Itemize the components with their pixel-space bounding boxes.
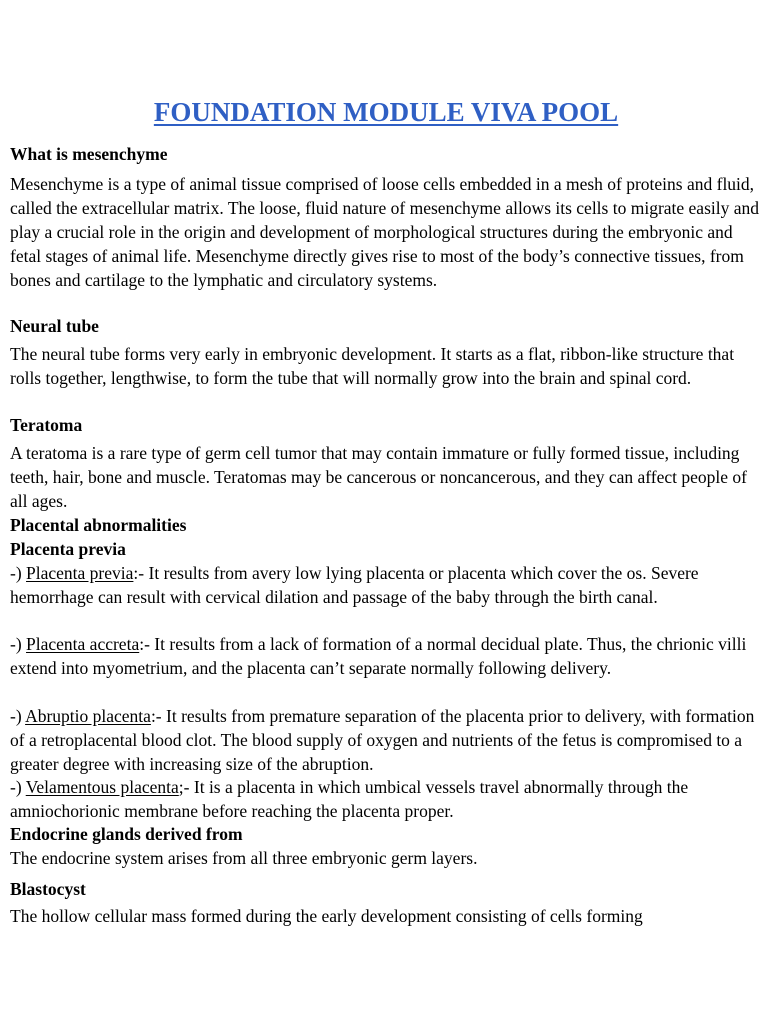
heading-neural-tube: Neural tube bbox=[10, 316, 99, 336]
bullet-prefix: -) bbox=[10, 706, 26, 726]
term-separator: :- bbox=[133, 563, 149, 583]
list-item-abruptio-placenta bbox=[10, 704, 762, 776]
bullet-prefix: -) bbox=[10, 634, 27, 654]
item-text: It results from avery low lying placenta or placenta which cover the os. Severe hemorrhage can result with cervical dilation and passage of the baby through the birth canal. bbox=[10, 563, 699, 607]
paragraph-blastocyst: The hollow cellular mass formed during the early development consisting of cells forming bbox=[10, 906, 643, 926]
term-velamentous-placenta: Velamentous placenta bbox=[25, 777, 179, 797]
term-separator: ;- bbox=[178, 777, 194, 797]
paragraph-teratoma: A teratoma is a rare type of germ cell tumor that may contain immature or fully formed tissue, including teeth, hair, bone and muscle. Teratomas may be cancerous or noncancerous, and they can affect people of all ages. bbox=[10, 443, 747, 511]
bullet-prefix: -) bbox=[10, 777, 26, 797]
heading-placental-abnormalities: Placental abnormalities bbox=[10, 515, 187, 535]
term-placenta-previa: Placenta previa bbox=[26, 563, 134, 583]
item-text: It is a placenta in which umbical vessels travel abnormally through the amniochorionic membrane before reaching the placenta proper. bbox=[10, 777, 689, 821]
list-item-placenta-accreta bbox=[10, 632, 762, 680]
heading-mesenchyme: What is mesenchyme bbox=[10, 144, 168, 164]
paragraph-mesenchyme: Mesenchyme is a type of animal tissue comprised of loose cells embedded in a mesh of proteins and fluid, called the extracellular matrix. The loose, fluid nature of mesenchyme allows its cells to migrate easily and play a crucial role in the origin and development of morphological structures during the embryonic and fetal stages of animal life. Mesenchyme directly gives rise to most of the body’s connective tissues, from bones and cartilage to the lymphatic and circulatory systems. bbox=[10, 174, 760, 290]
term-abruptio-placenta: Abruptio placenta bbox=[25, 706, 151, 726]
paragraph-neural-tube: The neural tube forms very early in embryonic development. It starts as a flat, ribbon-like structure that rolls together, lengthwise, to form the tube that will normally grow into the brain and spinal cord. bbox=[10, 344, 735, 388]
item-text: It results from a lack of formation of a normal decidual plate. Thus, the chrionic villi extend into myometrium, and the placenta can’t separate normally following delivery. bbox=[10, 634, 747, 678]
heading-endocrine-glands: Endocrine glands derived from bbox=[10, 824, 243, 844]
bullet-prefix: -) bbox=[10, 563, 27, 583]
list-item-velamentous-placenta bbox=[10, 775, 762, 823]
item-text: It results from premature separation of the placenta prior to delivery, with formation of a retroplacental blood clot. The blood supply of oxygen and nutrients of the fetus is compromised to a greater degree with increasing size of the abruption. bbox=[10, 706, 755, 774]
term-separator: :- bbox=[139, 634, 155, 654]
list-item-placenta-previa bbox=[10, 561, 762, 609]
term-placenta-accreta: Placenta accreta bbox=[26, 634, 140, 654]
term-separator: :- bbox=[150, 706, 167, 726]
paragraph-endocrine-glands: The endocrine system arises from all three embryonic germ layers. bbox=[10, 848, 478, 868]
page-title: FOUNDATION MODULE VIVA POOL bbox=[153, 97, 619, 127]
heading-teratoma: Teratoma bbox=[10, 415, 83, 435]
heading-blastocyst: Blastocyst bbox=[10, 879, 86, 899]
subheading-placenta-previa: Placenta previa bbox=[10, 539, 126, 559]
